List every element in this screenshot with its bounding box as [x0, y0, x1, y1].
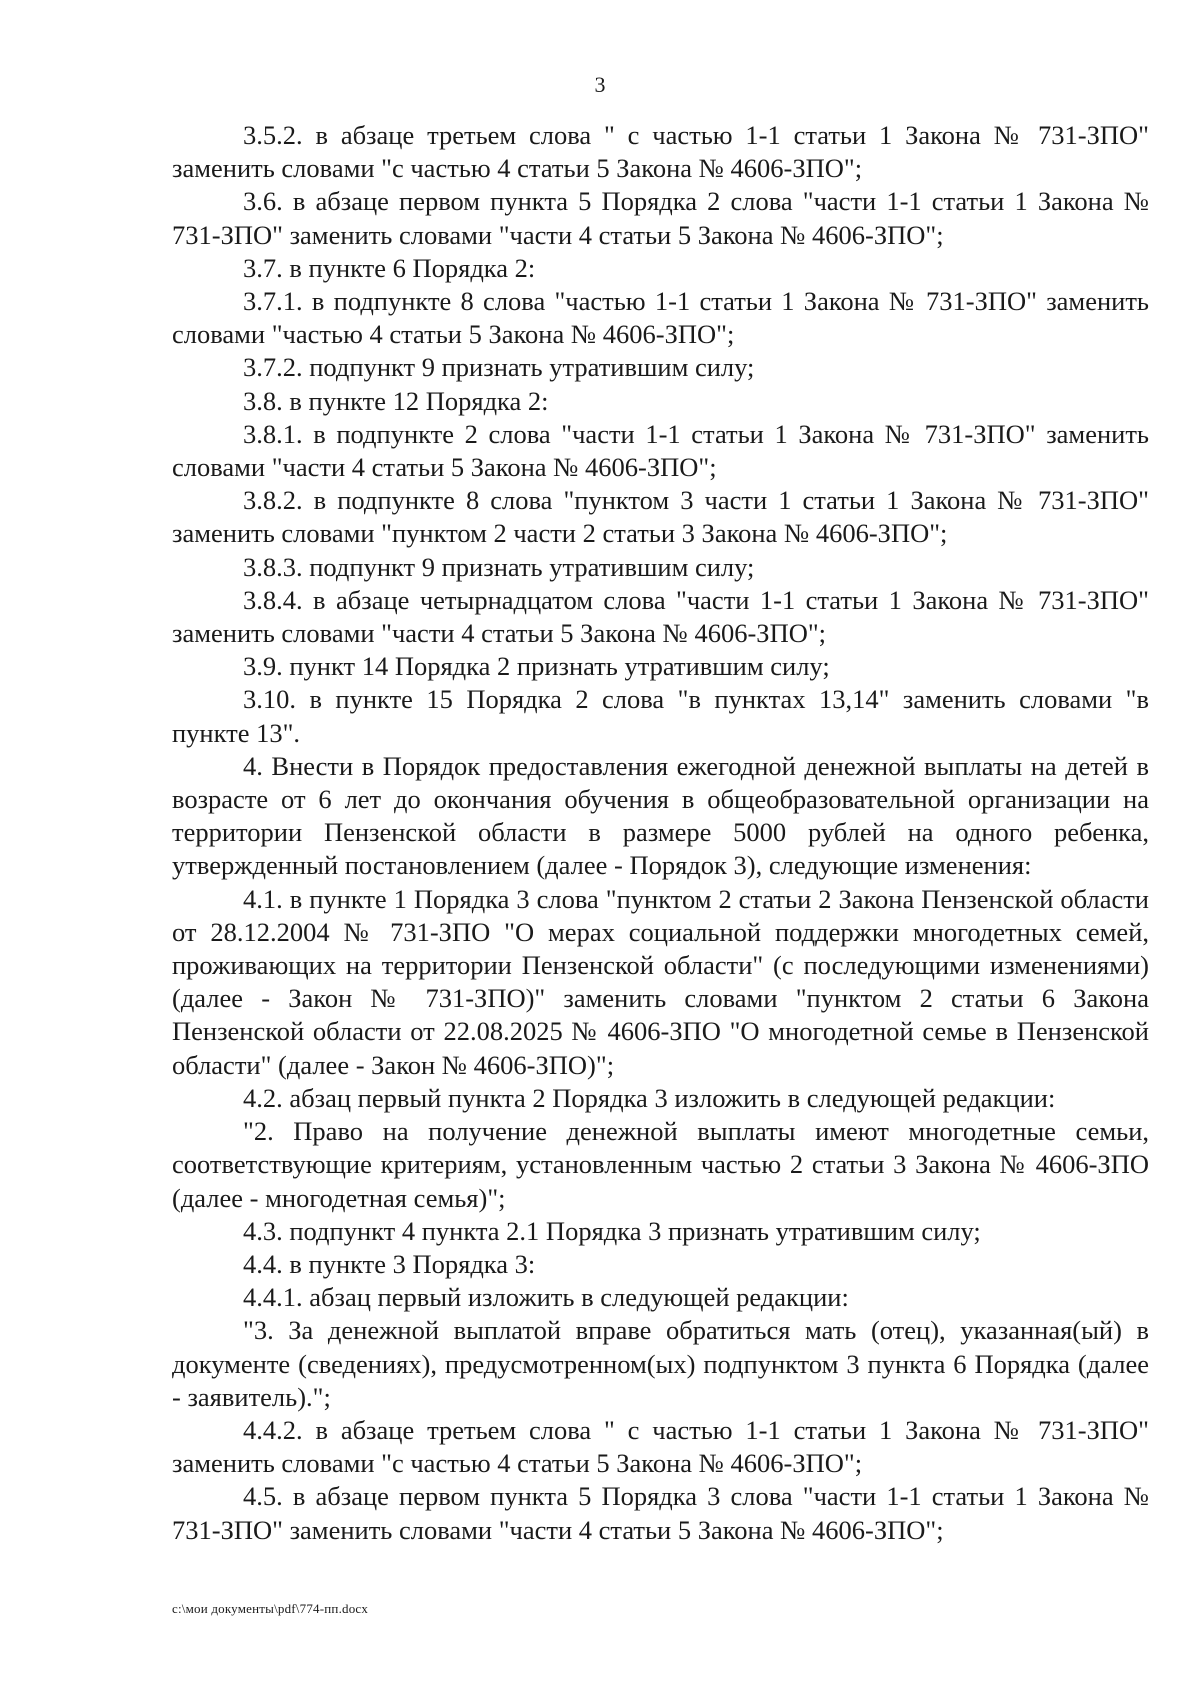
document-body	[172, 119, 1149, 1547]
paragraph-4-4: 4.4. в пункте 3 Порядка 3:	[243, 1248, 536, 1279]
paragraph-3-8-3: 3.8.3. подпункт 9 признать утратившим силу;	[243, 551, 755, 582]
paragraph-4-4-1-quote: "3. За денежной выплатой вправе обратиться мать (отец), указанная(ый) в документе (сведениях), предусмотренном(ых) подпунктом 3 пункта 6 Порядка (далее - заявитель).";	[172, 1315, 1149, 1412]
paragraph-4-4-2: 4.4.2. в абзаце третьем слова " с частью 1-1 статьи 1 Закона № 731-ЗПО" заменить словами "с частью 4 статьи 5 Закона № 4606-ЗПО";	[172, 1414, 1149, 1479]
paragraph-3-6: 3.6. в абзаце первом пункта 5 Порядка 2 слова "части 1-1 статьи 1 Закона № 731-ЗПО" заменить словами "части 4 статьи 5 Закона № 4606-ЗПО";	[172, 186, 1149, 250]
paragraph-3-8-4: 3.8.4. в абзаце четырнадцатом слова "части 1-1 статьи 1 Закона № 731-ЗПО" заменить словами "части 4 статьи 5 Закона № 4606-ЗПО";	[172, 584, 1149, 649]
paragraph-3-9: 3.9. пункт 14 Порядка 2 признать утратившим силу;	[243, 651, 830, 682]
file-path-footer: c:\мои документы\pdf\774-пп.docx	[172, 1601, 369, 1616]
paragraph-4-1: 4.1. в пункте 1 Порядка 3 слова "пунктом 2 статьи 2 Закона Пензенской области от 28.12.2004 № 731-ЗПО "О мерах социальной поддержки многодетных семей, проживающих на территории Пензенской области" (с последующими изменениями) (далее - Закон № 731-ЗПО)" заменить словами "пунктом 2 статьи 6 Закона Пензенской области от 22.08.2025 № 4606-ЗПО "О многодетной семье в Пензенской области" (далее - Закон № 4606-ЗПО)";	[172, 883, 1149, 1080]
paragraph-3-8-1: 3.8.1. в подпункте 2 слова "части 1-1 статьи 1 Закона № 731-ЗПО" заменить словами "части 4 статьи 5 Закона № 4606-ЗПО";	[172, 418, 1149, 483]
paragraph-3-10: 3.10. в пункте 15 Порядка 2 слова "в пунктах 13,14" заменить словами "в пункте 13".	[172, 684, 1149, 748]
paragraph-4: 4. Внести в Порядок предоставления ежегодной денежной выплаты на детей в возрасте от 6 лет до окончания обучения в общеобразовательной организации на территории Пензенской области в размере 5000 рублей на одного ребенка, утвержденный постановлением (далее - Порядок 3), следующие изменения:	[172, 750, 1149, 881]
paragraph-3-7: 3.7. в пункте 6 Порядка 2:	[243, 252, 536, 283]
paragraph-4-2: 4.2. абзац первый пункта 2 Порядка 3 изложить в следующей редакции:	[243, 1082, 1056, 1113]
paragraph-3-8: 3.8. в пункте 12 Порядка 2:	[243, 385, 549, 416]
paragraph-3-5-2: 3.5.2. в абзаце третьем слова " с частью 1-1 статьи 1 Закона № 731-ЗПО" заменить словами "с частью 4 статьи 5 Закона № 4606-ЗПО";	[172, 120, 1149, 184]
paragraph-4-5: 4.5. в абзаце первом пункта 5 Порядка 3 слова "части 1-1 статьи 1 Закона № 731-ЗПО" заменить словами "части 4 статьи 5 Закона № 4606-ЗПО";	[172, 1481, 1149, 1545]
page-number: 3	[594, 72, 606, 97]
paragraph-3-8-2: 3.8.2. в подпункте 8 слова "пунктом 3 части 1 статьи 1 Закона № 731-ЗПО" заменить словами "пунктом 2 части 2 статьи 3 Закона № 4606-ЗПО";	[172, 485, 1149, 549]
paragraph-3-7-1: 3.7.1. в подпункте 8 слова "частью 1-1 статьи 1 Закона № 731-ЗПО" заменить словами "частью 4 статьи 5 Закона № 4606-ЗПО";	[172, 286, 1149, 350]
paragraph-4-4-1: 4.4.1. абзац первый изложить в следующей редакции:	[243, 1282, 849, 1313]
paragraph-3-7-2: 3.7.2. подпункт 9 признать утратившим силу;	[243, 352, 755, 383]
paragraph-4-2-quote: "2. Право на получение денежной выплаты имеют многодетные семьи, соответствующие критериям, установленным частью 2 статьи 3 Закона № 4606-ЗПО (далее - многодетная семья)";	[172, 1116, 1149, 1213]
paragraph-4-3: 4.3. подпункт 4 пункта 2.1 Порядка 3 признать утратившим силу;	[243, 1215, 981, 1246]
